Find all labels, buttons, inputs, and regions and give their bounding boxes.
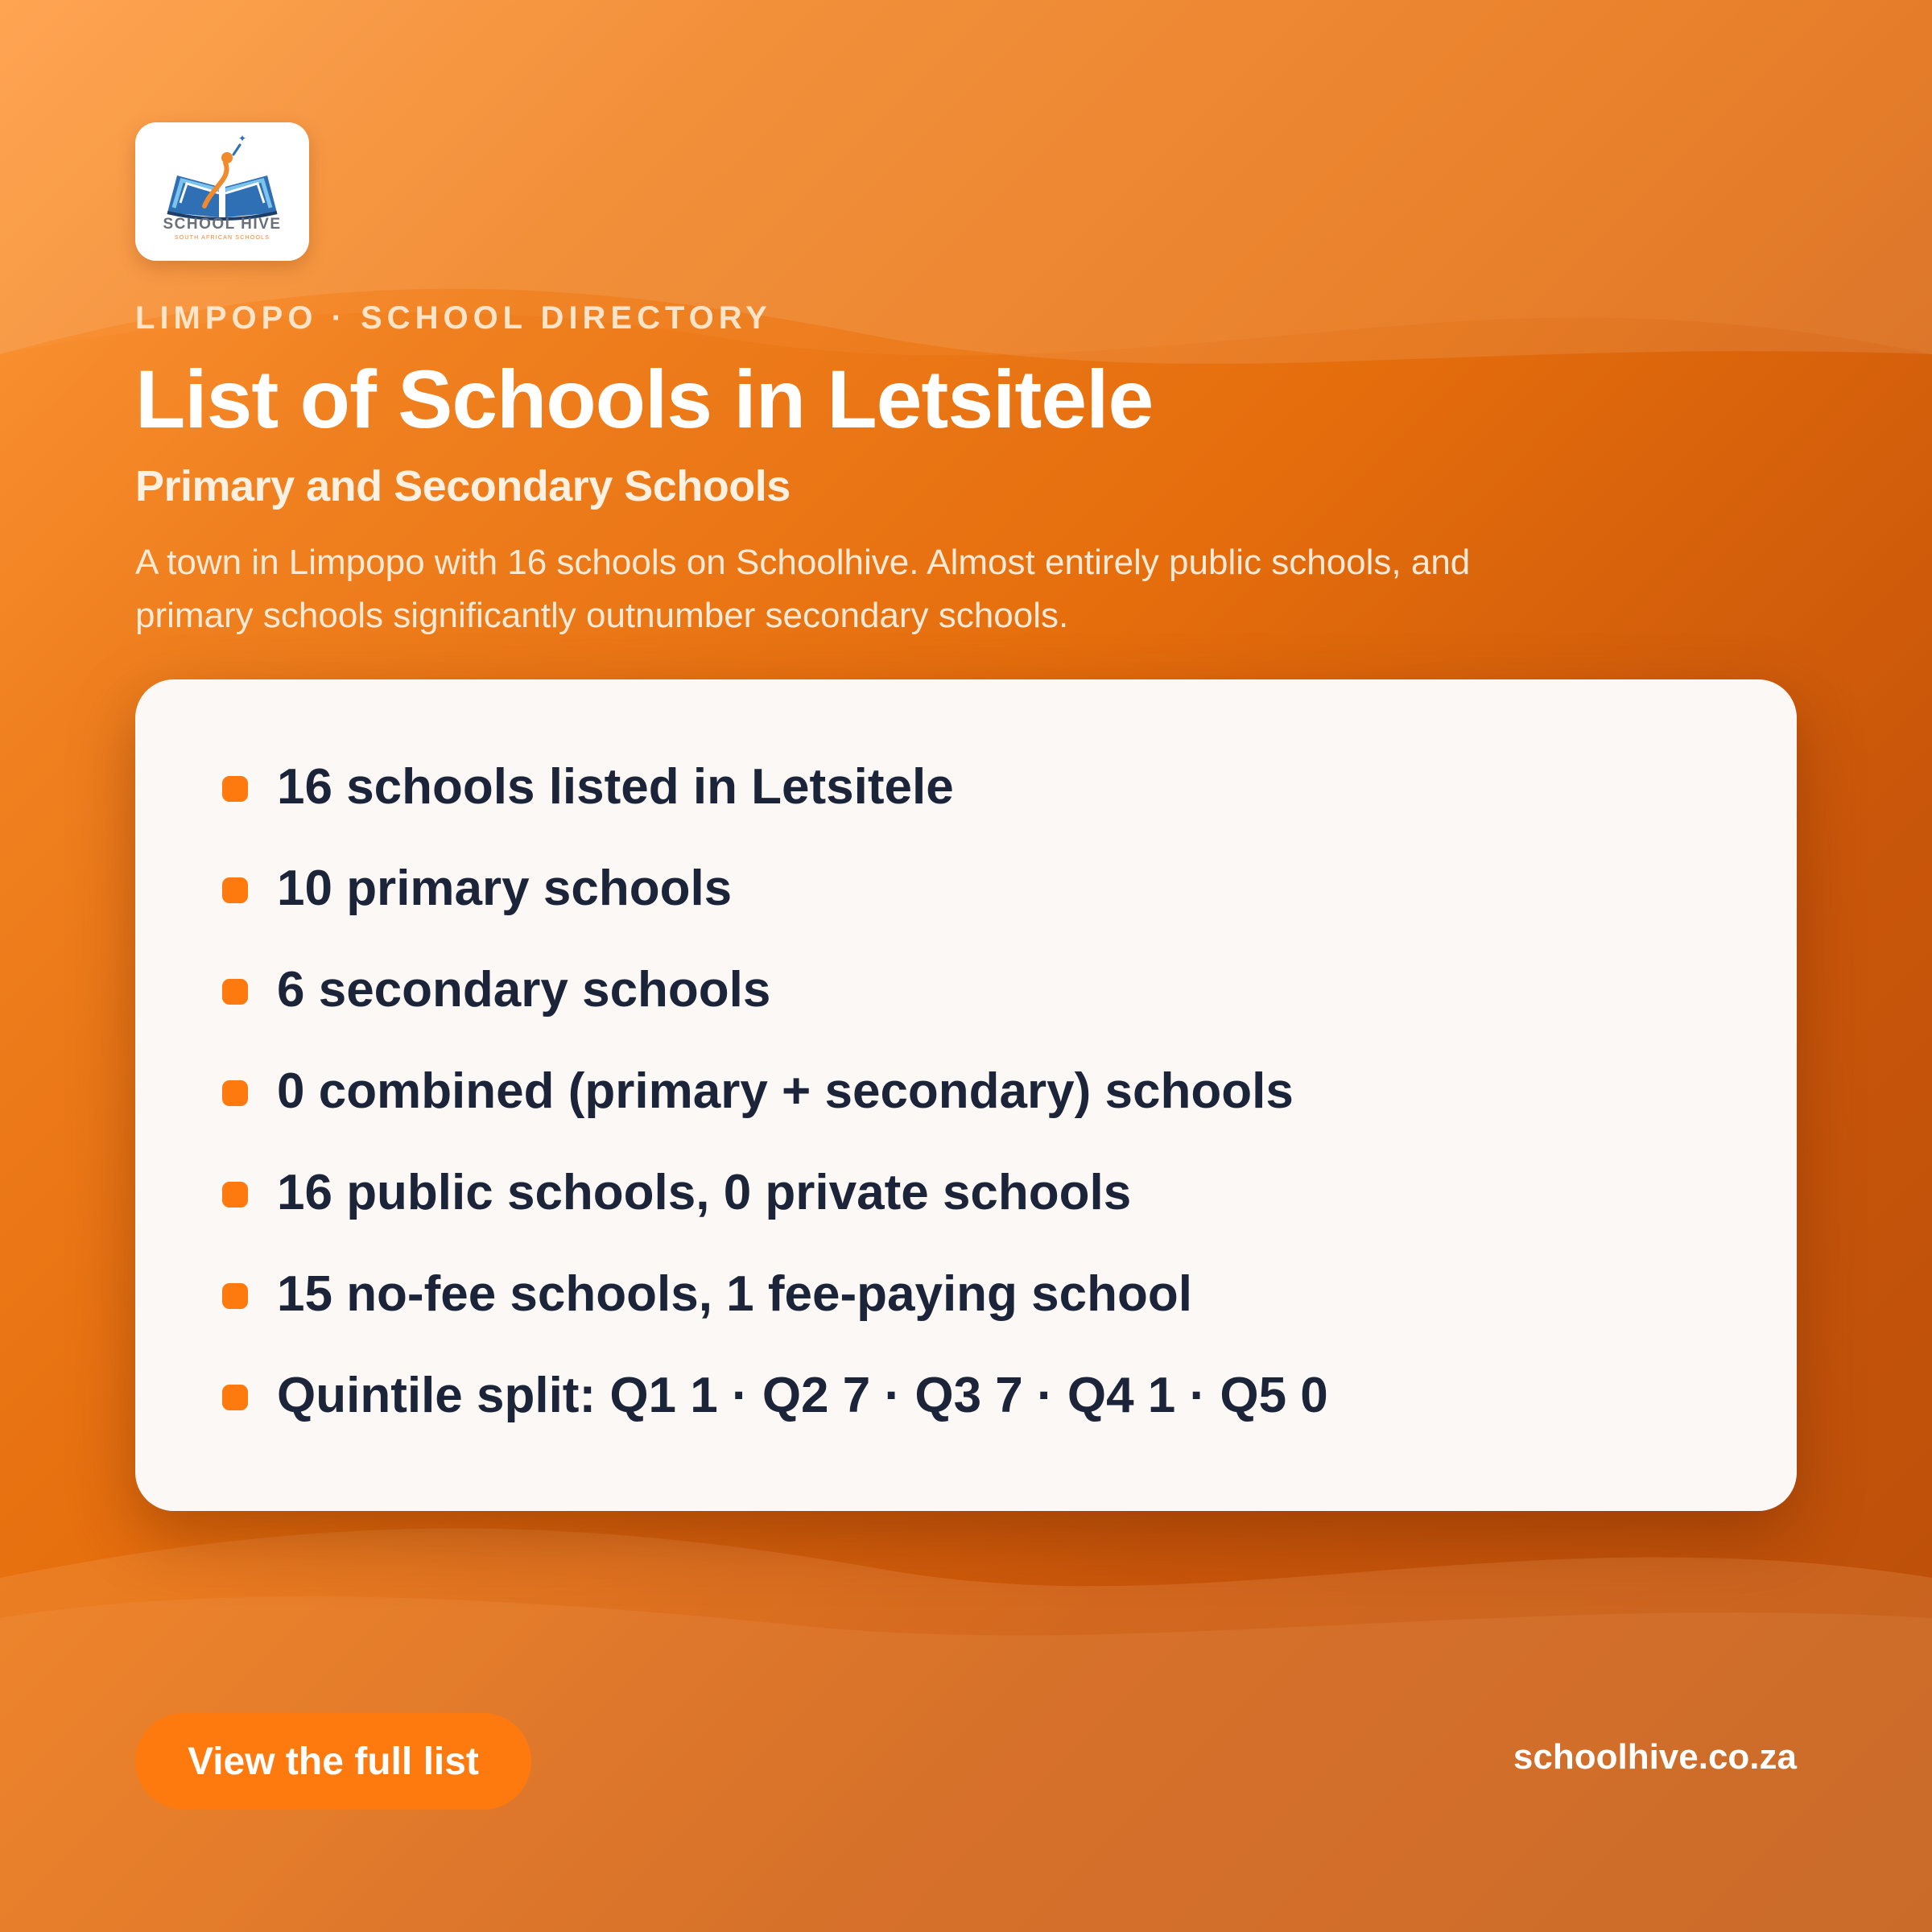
stat-text: 6 secondary schools	[277, 962, 771, 1018]
stat-text: 16 public schools, 0 private schools	[277, 1165, 1132, 1220]
view-full-list-button[interactable]: View the full list	[135, 1713, 531, 1810]
stat-text: Quintile split: Q1 1 · Q2 7 · Q3 7 · Q4 1 · Q5 0	[277, 1368, 1328, 1423]
bullet-icon	[222, 1182, 248, 1208]
eyebrow-label: LIMPOPO · SCHOOL DIRECTORY	[135, 300, 772, 336]
bullet-icon	[222, 1283, 248, 1309]
logo-name: SCHOOL HIVE	[163, 216, 282, 233]
stat-text: 16 schools listed in Letsitele	[277, 759, 954, 815]
stats-card	[135, 679, 1797, 1511]
bullet-icon	[222, 1385, 248, 1410]
bullet-icon	[222, 1080, 248, 1106]
site-url[interactable]: schoolhive.co.za	[1513, 1737, 1797, 1777]
bullet-icon	[222, 776, 248, 802]
stat-text: 0 combined (primary + secondary) schools	[277, 1063, 1294, 1119]
logo-tagline: SOUTH AFRICAN SCHOOLS	[174, 235, 270, 241]
page-subtitle: Primary and Secondary Schools	[135, 462, 791, 510]
bullet-icon	[222, 979, 248, 1005]
svg-text:✦: ✦	[238, 133, 247, 144]
stat-text: 15 no-fee schools, 1 fee-paying school	[277, 1266, 1192, 1322]
bullet-icon	[222, 877, 248, 903]
page-title: List of Schools in Letsitele	[135, 353, 1154, 445]
logo	[135, 122, 309, 261]
page-description: A town in Limpopo with 16 schools on Schoolhive. Almost entirely public schools, and primary schools significantly outnumber secondary schools.	[135, 543, 1471, 635]
stat-text: 10 primary schools	[277, 861, 733, 916]
